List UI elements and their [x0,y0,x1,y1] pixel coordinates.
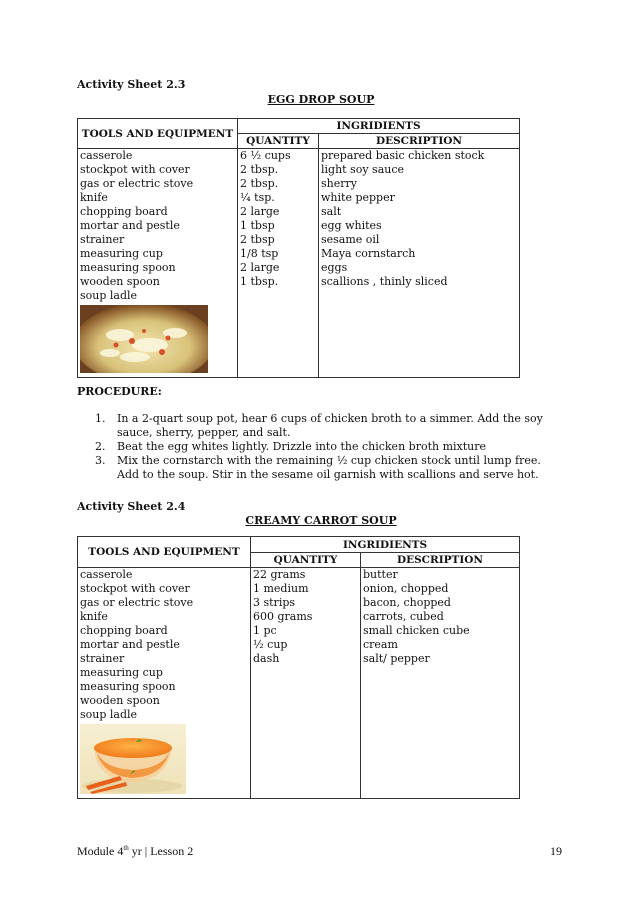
list-item: salt/ pepper [363,652,430,665]
list-item: carrots, cubed [363,610,444,623]
footer-module: Module 4th yr | Lesson 2 [77,844,194,858]
list-item: ½ cup [253,638,288,651]
recipe-title: EGG DROP SOUP [267,93,375,106]
list-item: dash [253,652,280,665]
list-item: light soy sauce [321,163,405,176]
list-item: egg whites [321,219,382,232]
recipe-table [77,118,520,378]
quantity-cell [251,568,361,799]
list-item: scallions , thinly sliced [321,275,448,288]
description-header: DESCRIPTION [361,553,520,568]
activity-sheet-label: Activity Sheet 2.3 [77,78,186,91]
list-item: mortar and pestle [80,219,180,232]
quantity-header: QUANTITY [251,553,361,568]
list-item: gas or electric stove [80,177,194,190]
recipe-table [77,536,520,799]
list-item: white pepper [321,191,395,204]
recipe-title: CREAMY CARROT SOUP [245,514,397,527]
list-item: salt [321,205,342,218]
list-item: eggs [321,261,348,274]
tools-header: TOOLS AND EQUIPMENT [78,119,238,149]
description-cell [361,568,520,799]
list-item: 2 large [240,261,280,274]
list-item: chopping board [80,624,168,637]
list-item: knife [80,610,108,623]
tools-cell [78,149,238,378]
list-item: strainer [80,652,125,665]
list-item: 3 strips [253,596,296,609]
list-item: cream [363,638,398,651]
procedure-step: 3. Mix the cornstarch with the remaining ½ cup chicken stock until lump free. Add to the soup. Stir in the sesame oil garnish with scallions and serve hot. [95,454,541,481]
list-item: onion, chopped [363,582,449,595]
egg-drop-soup-image [80,305,208,373]
list-item: stockpot with cover [80,582,190,595]
procedure-title: PROCEDURE: [77,385,162,398]
activity-sheet-label: Activity Sheet 2.4 [77,500,186,513]
list-item: 1 medium [253,582,309,595]
list-item: 2 large [240,205,280,218]
description-header: DESCRIPTION [319,134,520,149]
list-item: small chicken cube [363,624,470,637]
list-item: soup ladle [80,289,138,302]
list-item: measuring spoon [80,261,176,274]
list-item: 2 tbsp. [240,177,279,190]
procedure-step: 2. Beat the egg whites lightly. Drizzle into the chicken broth mixture [95,440,486,453]
list-item: gas or electric stove [80,596,194,609]
list-item: knife [80,191,108,204]
list-item: mortar and pestle [80,638,180,651]
list-item: measuring cup [80,247,163,260]
list-item: measuring spoon [80,680,176,693]
list-item: ¼ tsp. [240,191,275,204]
page-number: 19 [550,844,562,858]
tools-cell [78,568,251,799]
list-item: measuring cup [80,666,163,679]
list-item: stockpot with cover [80,163,190,176]
quantity-cell [238,149,319,378]
ingredients-header: INGRIDIENTS [251,537,520,553]
list-item: wooden spoon [80,694,160,707]
list-item: prepared basic chicken stock [321,149,485,162]
tools-header: TOOLS AND EQUIPMENT [78,537,251,568]
description-cell [319,149,520,378]
ingredients-header: INGRIDIENTS [238,119,520,134]
procedure-steps [95,412,565,482]
quantity-header: QUANTITY [238,134,319,149]
list-item: sherry [321,177,357,190]
list-item: Maya cornstarch [321,247,416,260]
list-item: strainer [80,233,125,246]
list-item: 6 ½ cups [240,149,291,162]
list-item: 22 grams [253,568,306,581]
procedure-step: 1. In a 2-quart soup pot, hear 6 cups of chicken broth to a simmer. Add the soy sauce, sherry, pepper, and salt. [95,412,543,439]
list-item: casserole [80,568,133,581]
list-item: 2 tbsp. [240,163,279,176]
list-item: 1 tbsp [240,219,275,232]
list-item: sesame oil [321,233,380,246]
list-item: 1/8 tsp [240,247,279,260]
list-item: 1 tbsp. [240,275,279,288]
list-item: soup ladle [80,708,138,721]
list-item: butter [363,568,398,581]
list-item: wooden spoon [80,275,160,288]
list-item: chopping board [80,205,168,218]
carrot-soup-image [80,724,186,794]
list-item: casserole [80,149,133,162]
list-item: 600 grams [253,610,313,623]
list-item: 1 pc [253,624,277,637]
list-item: 2 tbsp [240,233,275,246]
list-item: bacon, chopped [363,596,451,609]
